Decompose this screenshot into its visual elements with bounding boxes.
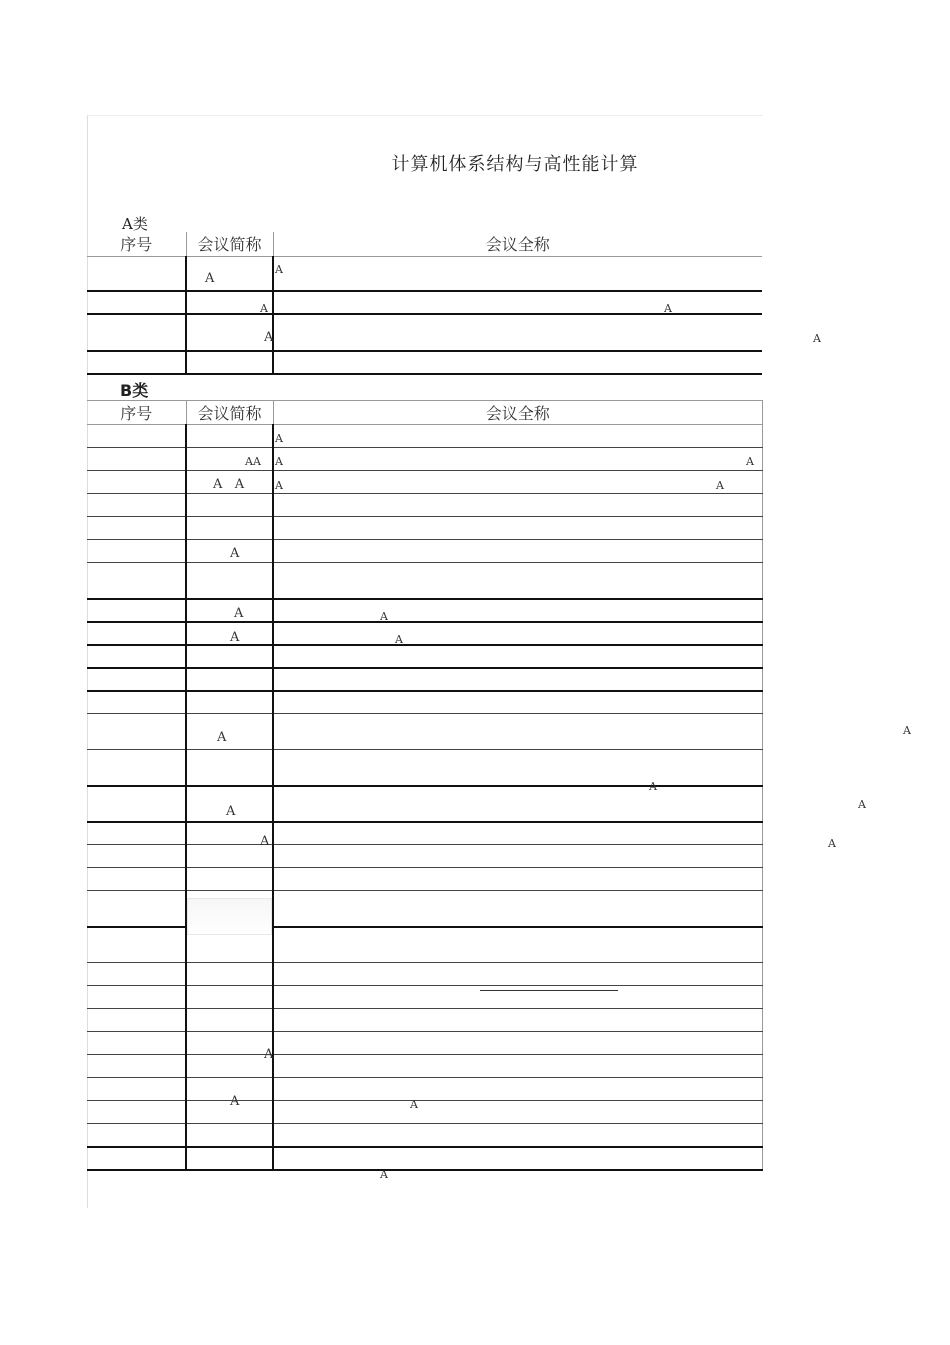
table-b-header-row (87, 401, 763, 425)
shaded-cell (187, 898, 272, 935)
table-row (87, 471, 763, 494)
table-row (87, 668, 763, 691)
table-row (87, 540, 763, 563)
glyph-mark: A (275, 432, 283, 445)
table-row (87, 1124, 763, 1147)
table-row (87, 563, 763, 599)
header-abbr: 会议简称 (186, 232, 273, 256)
table-b (87, 400, 763, 1171)
table-row (87, 822, 763, 845)
table-row (87, 1078, 763, 1101)
glyph-mark: A (230, 1094, 240, 1109)
glyph-mark: A (230, 630, 240, 645)
glyph-mark: A (226, 804, 236, 819)
glyph-mark: A (275, 479, 283, 492)
table-row (87, 517, 763, 540)
table-row (87, 448, 763, 471)
table-a-header-row (87, 232, 762, 256)
table-row (87, 1147, 763, 1170)
table-row (87, 714, 763, 750)
header-full: 会议全称 (273, 401, 763, 425)
header-seq: 序号 (87, 401, 186, 425)
table-row (87, 291, 762, 314)
glyph-mark: A (858, 798, 866, 811)
header-seq: 序号 (87, 232, 186, 256)
glyph-mark: A (205, 271, 215, 286)
glyph-mark: A (230, 546, 240, 561)
glyph-mark: A (649, 780, 657, 793)
table-row (87, 1009, 763, 1032)
glyph-mark: A (234, 606, 244, 621)
underline-mark (480, 990, 618, 991)
table-row (87, 599, 763, 622)
table-row (87, 691, 763, 714)
table-row (87, 868, 763, 891)
glyph-mark: A (264, 1047, 274, 1062)
table-row (87, 750, 763, 786)
table-row (87, 1055, 763, 1078)
table-row (87, 786, 763, 822)
glyph-mark: A (664, 302, 672, 315)
glyph-mark: A A (213, 477, 245, 492)
table-row (87, 256, 762, 291)
glyph-mark: A (828, 837, 836, 850)
section-a-label: A类 (122, 215, 148, 233)
glyph-mark: A (813, 332, 821, 345)
glyph-mark: A (264, 330, 274, 345)
table-row (87, 622, 763, 645)
glyph-mark: A (410, 1098, 418, 1111)
table-row (87, 986, 763, 1009)
table-row (87, 645, 763, 668)
table-row (87, 425, 763, 448)
glyph-mark: AA (245, 455, 261, 468)
glyph-mark: A (260, 834, 270, 849)
table-row (87, 963, 763, 986)
glyph-mark: A (275, 263, 283, 276)
page-title: 计算机体系结构与高性能计算 (391, 154, 639, 175)
glyph-mark: A (380, 1168, 388, 1181)
glyph-mark: A (716, 479, 724, 492)
glyph-mark: A (903, 724, 911, 737)
table-row (87, 494, 763, 517)
header-abbr: 会议简称 (186, 401, 273, 425)
table-row (87, 845, 763, 868)
glyph-mark: A (260, 302, 268, 315)
glyph-mark: A (275, 455, 283, 468)
section-b-label: B类 (120, 381, 149, 400)
header-full: 会议全称 (273, 232, 762, 256)
table-row (87, 351, 762, 374)
glyph-mark: A (217, 730, 227, 745)
glyph-mark: A (395, 633, 403, 646)
glyph-mark: A (380, 610, 388, 623)
table-row (87, 314, 762, 351)
glyph-mark: A (746, 455, 754, 468)
table-row (87, 1101, 763, 1124)
table-row (87, 1032, 763, 1055)
table-a (87, 232, 762, 375)
